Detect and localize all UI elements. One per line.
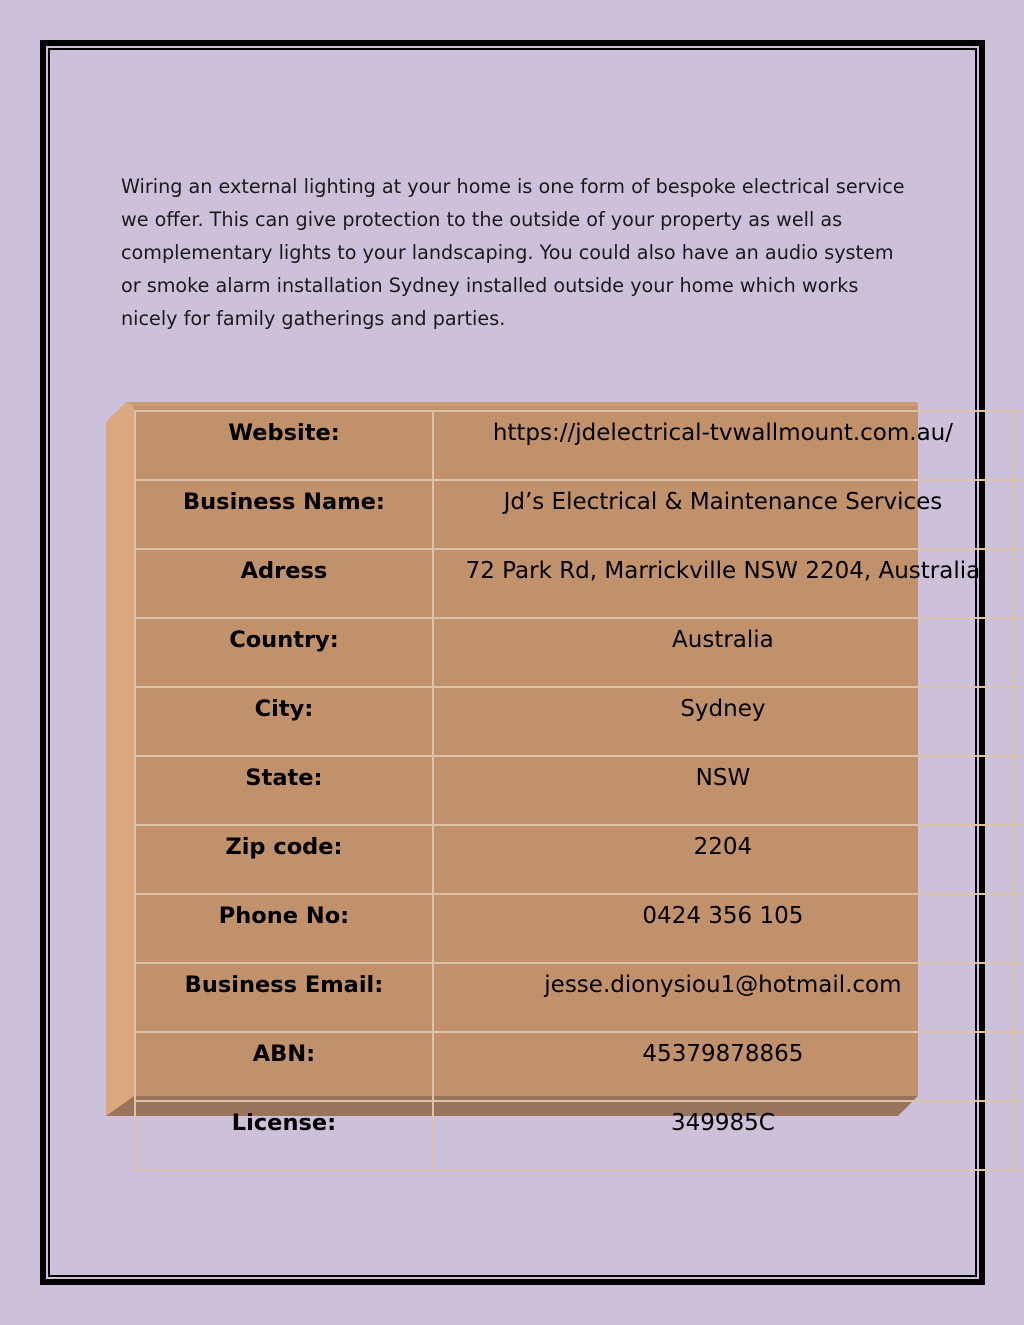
- row-value: 0424 356 105: [433, 894, 1013, 963]
- intro-paragraph: Wiring an external lighting at your home is one form of bespoke electrical service we offer. This can give protection to the outside of your property as well as complementary lights to your landscaping. You could also have an audio system or smoke alarm installation Sydney installed outside your home which works nicely for family gatherings and parties.: [121, 175, 905, 330]
- row-value: jesse.dionysiou1@hotmail.com: [433, 963, 1013, 1032]
- table-row: [135, 618, 1022, 687]
- row-label: Zip code:: [135, 825, 433, 894]
- row-edge-cell: [1013, 411, 1022, 480]
- row-label: License:: [135, 1101, 433, 1170]
- table-row: [135, 894, 1022, 963]
- row-label: Website:: [135, 411, 433, 480]
- row-value: 45379878865: [433, 1032, 1013, 1101]
- row-value: https://jdelectrical-tvwallmount.com.au/: [433, 411, 1013, 480]
- row-edge-cell: [1013, 480, 1022, 549]
- row-label: Adress: [135, 549, 433, 618]
- row-edge-cell: [1013, 825, 1022, 894]
- row-label: Business Name:: [135, 480, 433, 549]
- table-row: [135, 549, 1022, 618]
- row-label: State:: [135, 756, 433, 825]
- business-info-table: [134, 410, 1022, 1171]
- table-row: [135, 411, 1022, 480]
- table-row: [135, 480, 1022, 549]
- row-edge-cell: [1013, 756, 1022, 825]
- business-info-table-block: [106, 402, 981, 1136]
- row-edge-cell: [1013, 687, 1022, 756]
- row-value: 72 Park Rd, Marrickville NSW 2204, Australia: [433, 549, 1013, 618]
- row-edge-cell: [1013, 1032, 1022, 1101]
- row-edge-cell: [1013, 894, 1022, 963]
- row-label: Phone No:: [135, 894, 433, 963]
- row-label: Country:: [135, 618, 433, 687]
- row-value: Jd’s Electrical & Maintenance Services: [433, 480, 1013, 549]
- table-row: [135, 687, 1022, 756]
- row-value: NSW: [433, 756, 1013, 825]
- row-value: Australia: [433, 618, 1013, 687]
- row-label: Business Email:: [135, 963, 433, 1032]
- table-row: [135, 1032, 1022, 1101]
- row-label: City:: [135, 687, 433, 756]
- row-edge-cell: [1013, 963, 1022, 1032]
- row-edge-cell: [1013, 549, 1022, 618]
- table-row: [135, 756, 1022, 825]
- row-edge-cell: [1013, 1101, 1022, 1170]
- table-row: [135, 963, 1022, 1032]
- row-edge-cell: [1013, 618, 1022, 687]
- row-label: ABN:: [135, 1032, 433, 1101]
- row-value: 349985C: [433, 1101, 1013, 1170]
- table-row: [135, 1101, 1022, 1170]
- table-row: [135, 825, 1022, 894]
- row-value: 2204: [433, 825, 1013, 894]
- row-value: Sydney: [433, 687, 1013, 756]
